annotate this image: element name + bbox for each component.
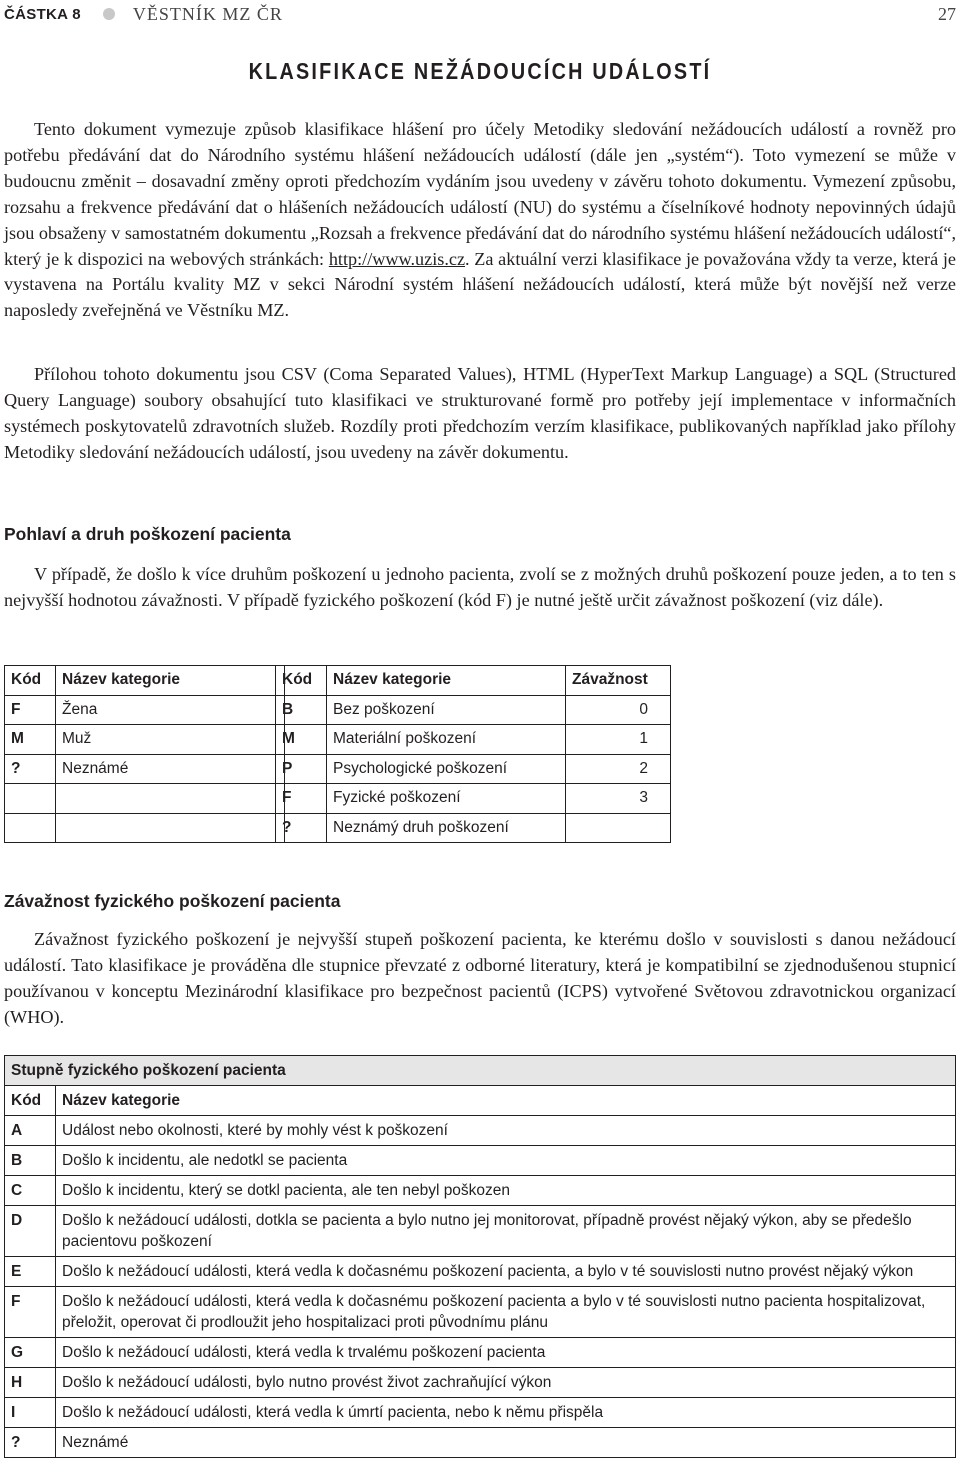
table-row	[5, 1338, 956, 1368]
table-row-empty	[5, 784, 285, 814]
header-category-name: Název kategorie	[327, 666, 566, 696]
intro-text-after-link: . Za aktuální verzi klasifikace je považována vždy ta verze, která je vystavena na Portálu kvality MZ v sekci Národní systém hlášení nežádoucích událostí, která může být novější než verze naposledy zveřejněná ve Věstníku MZ.	[4, 248, 957, 321]
harm-degree-table	[4, 1055, 956, 1458]
table-row	[276, 813, 671, 843]
table-row	[5, 725, 285, 755]
table-row	[5, 1287, 956, 1338]
cell-code: M	[5, 725, 56, 755]
table-row	[276, 725, 671, 755]
cell-name: Událost nebo okolnosti, které by mohly vést k poškození	[56, 1116, 956, 1146]
cell-name	[56, 784, 285, 814]
page-header	[4, 0, 956, 28]
table-row	[276, 695, 671, 725]
cell-severity: 1	[566, 725, 671, 755]
section-text-sex-harm: V případě, že došlo k více druhům poškození u jednoho pacienta, zvolí se z možných druhů poškození pouze jeden, a to ten s nejvyšší hodnotou závažnosti. V případě fyzického poškození (kód F) je nutné ještě určit závažnost poškození (viz dále).	[4, 564, 956, 610]
header-code: Kód	[5, 666, 56, 696]
table-row	[5, 1368, 956, 1398]
cell-name: Došlo k incidentu, ale nedotkl se pacienta	[56, 1146, 956, 1176]
sex-table	[4, 665, 285, 843]
cell-severity	[566, 813, 671, 843]
header-code: Kód	[276, 666, 327, 696]
cell-name: Žena	[56, 695, 285, 725]
section-heading-sex-harm: Pohlaví a druh poškození pacienta	[4, 524, 291, 544]
cell-severity: 2	[566, 754, 671, 784]
cell-name: Došlo k nežádoucí události, bylo nutno provést život zachraňující výkon	[56, 1368, 956, 1398]
table-row	[276, 784, 671, 814]
cell-code: F	[5, 1287, 56, 1338]
cell-name: Neznámé	[56, 1428, 956, 1458]
cell-code: M	[276, 725, 327, 755]
table-caption: Stupně fyzického poškození pacienta	[5, 1056, 956, 1086]
bullet-dot	[103, 8, 115, 20]
cell-code: A	[5, 1116, 56, 1146]
cell-name: Došlo k nežádoucí události, která vedla k úmrtí pacienta, nebo k němu přispěla	[56, 1398, 956, 1428]
cell-code: G	[5, 1338, 56, 1368]
cell-code: C	[5, 1176, 56, 1206]
cell-severity: 3	[566, 784, 671, 814]
cell-code: H	[5, 1368, 56, 1398]
intro-paragraph-1	[4, 117, 956, 324]
table-row	[5, 695, 285, 725]
table-header-row	[5, 666, 285, 696]
table-row	[5, 1428, 956, 1458]
cell-code: B	[5, 1146, 56, 1176]
header-category-name: Název kategorie	[56, 1086, 956, 1116]
harm-type-table	[275, 665, 671, 843]
cell-code: ?	[5, 1428, 56, 1458]
cell-code: B	[276, 695, 327, 725]
cell-code: ?	[276, 813, 327, 843]
table-header-row	[276, 666, 671, 696]
cell-name: Došlo k nežádoucí události, která vedla k trvalému poškození pacienta	[56, 1338, 956, 1368]
cell-name: Došlo k incidentu, který se dotkl pacienta, ale ten nebyl poškozen	[56, 1176, 956, 1206]
table-row	[5, 1206, 956, 1257]
cell-name: Fyzické poškození	[327, 784, 566, 814]
table-row	[276, 754, 671, 784]
cell-code: E	[5, 1257, 56, 1287]
intro-paragraph-2: Přílohou tohoto dokumentu jsou CSV (Coma Separated Values), HTML (HyperText Markup Language) a SQL (Structured Query Language) soubory obsahující tuto klasifikaci ve strukturované formě pro potřeby její implementace v informačních systémech poskytovatelů zdravotních služeb. Rozdíly proti předchozím verzím klasifikace, publikovaných například jako přílohy Metodiky sledování nežádoucích událostí, jsou uvedeny na závěr dokumentu.	[4, 364, 956, 462]
cell-name	[56, 813, 285, 843]
cell-code	[5, 784, 56, 814]
cell-name: Došlo k nežádoucí události, dotkla se pacienta a bylo nutno jej monitorovat, případně provést nějaký výkon, aby se předešlo pacientovu poškození	[56, 1206, 956, 1257]
document-title: KLASIFIKACE NEŽÁDOUCÍCH UDÁLOSTÍ	[248, 58, 712, 84]
cell-severity: 0	[566, 695, 671, 725]
page-number: 27	[938, 3, 956, 24]
cell-code: I	[5, 1398, 56, 1428]
table-row	[5, 1176, 956, 1206]
cell-name: Došlo k nežádoucí události, která vedla k dočasnému poškození pacienta a bylo v té souvislosti nutno pacienta hospitalizovat, přeložit, operovat či prodloužit jeho hospitalizaci proti původnímu plánu	[56, 1287, 956, 1338]
section-text-severity: Závažnost fyzického poškození je nejvyšší stupeň poškození pacienta, ke kterému došlo v souvislosti s danou nežádoucí událostí. Tato klasifikace je prováděna dle stupnice převzaté z odborné literatury, která je kompatibilní se zjednodušenou stupnicí používanou v konceptu Mezinárodní klasifikace pro bezpečnost pacientů (ICPS) vytvořené Světovou zdravotnickou organizací (WHO).	[4, 929, 956, 1027]
cell-code: D	[5, 1206, 56, 1257]
header-category-name: Název kategorie	[56, 666, 285, 696]
cell-code	[5, 813, 56, 843]
table-row	[5, 754, 285, 784]
cell-name: Neznámé	[56, 754, 285, 784]
cell-code: P	[276, 754, 327, 784]
issue-part: ČÁSTKA 8	[4, 5, 81, 23]
uzis-link[interactable]: http://www.uzis.cz	[328, 248, 466, 269]
journal-name: VĚSTNÍK MZ ČR	[132, 3, 283, 24]
cell-name: Bez poškození	[327, 695, 566, 725]
table-header-row	[5, 1086, 956, 1116]
cell-code: ?	[5, 754, 56, 784]
cell-name: Muž	[56, 725, 285, 755]
intro-text-before-link: Tento dokument vymezuje způsob klasifikace hlášení pro účely Metodiky sledování nežádoucích událostí a rovněž pro potřebu předávání dat do Národního systému hlášení nežádoucích událostí (dále jen „systém“). Toto vymezení se může v budoucnu změnit – dosavadní změny oproti předchozím vydáním jsou uvedeny v závěru tohoto dokumentu. Vymezení způsobu, rozsahu a frekvence předávání dat o hlášeních nežádoucích událostí (NU) do systému a číselníkové hodnoty nepovinných údajů jsou obsaženy v samostatném dokumentu „Rozsah a frekvence předávání dat do národního systému hlášení nežádoucích událostí“, který je k dispozici na webových stránkách:	[4, 119, 956, 269]
table-row	[5, 1398, 956, 1428]
cell-code: F	[276, 784, 327, 814]
table-caption-row	[5, 1056, 956, 1086]
section-heading-severity: Závažnost fyzického poškození pacienta	[4, 891, 341, 911]
cell-name: Materiální poškození	[327, 725, 566, 755]
cell-name: Psychologické poškození	[327, 754, 566, 784]
cell-name: Neznámý druh poškození	[327, 813, 566, 843]
table-row	[5, 1257, 956, 1287]
table-row	[5, 1146, 956, 1176]
table-row-empty	[5, 813, 285, 843]
table-row	[5, 1116, 956, 1146]
header-severity: Závažnost	[566, 666, 671, 696]
cell-code: F	[5, 695, 56, 725]
header-code: Kód	[5, 1086, 56, 1116]
cell-name: Došlo k nežádoucí události, která vedla k dočasnému poškození pacienta, a bylo v té souvislosti nutno provést nějaký výkon	[56, 1257, 956, 1287]
